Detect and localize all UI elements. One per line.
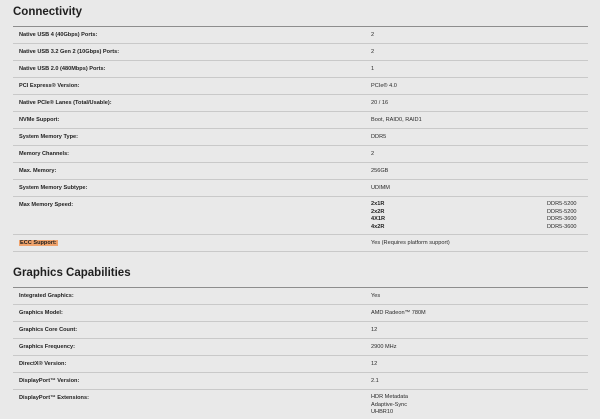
spec-value: 2 <box>371 32 375 38</box>
memory-rank: 2x2R <box>371 208 385 215</box>
memory-speed-entry <box>371 209 581 217</box>
memory-speed: DDR5-5200 <box>547 208 577 215</box>
spec-value: DDR5 <box>371 134 387 140</box>
memory-rank: 4X1R <box>371 216 385 223</box>
memory-speed-entry <box>371 216 581 224</box>
spec-label: Integrated Graphics: <box>19 293 74 299</box>
spec-row-usb2 <box>13 61 588 78</box>
spec-row-usb32 <box>13 44 588 61</box>
spec-label: Native USB 4 (40Gbps) Ports: <box>19 32 98 38</box>
spec-row-max-memory-speed <box>13 197 588 235</box>
spec-value: 2 <box>371 49 375 55</box>
spec-value: AMD Radeon™ 780M <box>371 310 426 316</box>
memory-speed-table <box>371 201 581 231</box>
spec-label: DirectX® Version: <box>19 361 67 367</box>
spec-value: 256GB <box>371 168 389 174</box>
displayport-extension: HDR Metadata <box>371 394 408 400</box>
spec-row-directx <box>13 356 588 373</box>
spec-label: Graphics Model: <box>19 310 63 316</box>
displayport-extension: UHBR10 <box>371 409 394 416</box>
spec-row-max-memory <box>13 163 588 180</box>
displayport-extension: Adaptive-Sync <box>371 401 408 408</box>
spec-label: NVMe Support: <box>19 117 60 123</box>
connectivity-section-title: Connectivity <box>13 6 83 18</box>
memory-rank: 4x2R <box>371 223 385 230</box>
memory-speed: DDR5-5200 <box>547 201 577 207</box>
spec-label: DisplayPort™ Extensions: <box>19 395 89 401</box>
spec-value: 12 <box>371 327 378 333</box>
spec-label: Native PCIe® Lanes (Total/Usable): <box>19 100 112 106</box>
memory-speed-entry <box>371 201 581 209</box>
memory-speed: DDR5-3600 <box>547 216 577 223</box>
spec-value: PCIe® 4.0 <box>371 83 397 89</box>
spec-value: 20 / 16 <box>371 100 389 106</box>
spec-row-graphics-frequency <box>13 339 588 356</box>
spec-value: 1 <box>371 66 375 72</box>
spec-row-pcie-version <box>13 78 588 95</box>
spec-label: Max Memory Speed: <box>19 202 74 208</box>
spec-row-graphics-core-count <box>13 322 588 339</box>
spec-label: System Memory Type: <box>19 134 78 140</box>
memory-speed-entry <box>371 224 581 232</box>
spec-value: Yes (Requires platform support) <box>371 240 450 246</box>
spec-row-usb4 <box>13 27 588 44</box>
spec-value: 2.1 <box>371 378 379 384</box>
memory-speed: DDR5-3600 <box>547 223 577 230</box>
spec-row-pcie-lanes <box>13 95 588 112</box>
spec-value: Yes <box>371 293 381 299</box>
spec-label: Memory Channels: <box>19 151 70 157</box>
spec-value: 2 <box>371 151 375 157</box>
spec-row-graphics-model <box>13 305 588 322</box>
spec-label: Native USB 2.0 (480Mbps) Ports: <box>19 66 106 72</box>
ecc-label-highlighted: ECC Support: <box>20 240 57 246</box>
spec-row-nvme <box>13 112 588 129</box>
spec-label: Graphics Core Count: <box>19 327 78 333</box>
spec-row-ecc <box>13 235 588 252</box>
spec-label: PCI Express® Version: <box>19 83 80 89</box>
spec-label: Native USB 3.2 Gen 2 (10Gbps) Ports: <box>19 49 120 55</box>
spec-label: Graphics Frequency: <box>19 344 75 350</box>
displayport-extensions-list <box>371 394 408 417</box>
spec-value: Boot, RAID0, RAID1 <box>371 117 422 123</box>
spec-row-memory-type <box>13 129 588 146</box>
spec-label: System Memory Subtype: <box>19 185 88 191</box>
spec-value: 2900 MHz <box>371 344 397 350</box>
memory-rank: 2x1R <box>371 201 385 207</box>
spec-row-displayport-version <box>13 373 588 390</box>
spec-row-displayport-extensions <box>13 390 588 419</box>
spec-label: Max. Memory: <box>19 168 57 174</box>
spec-label: DisplayPort™ Version: <box>19 378 80 384</box>
spec-row-memory-subtype <box>13 180 588 197</box>
spec-value: 12 <box>371 361 378 367</box>
graphics-section-title: Graphics Capabilities <box>13 267 131 279</box>
spec-row-integrated-graphics <box>13 288 588 305</box>
spec-value: UDIMM <box>371 185 390 191</box>
spec-row-memory-channels <box>13 146 588 163</box>
